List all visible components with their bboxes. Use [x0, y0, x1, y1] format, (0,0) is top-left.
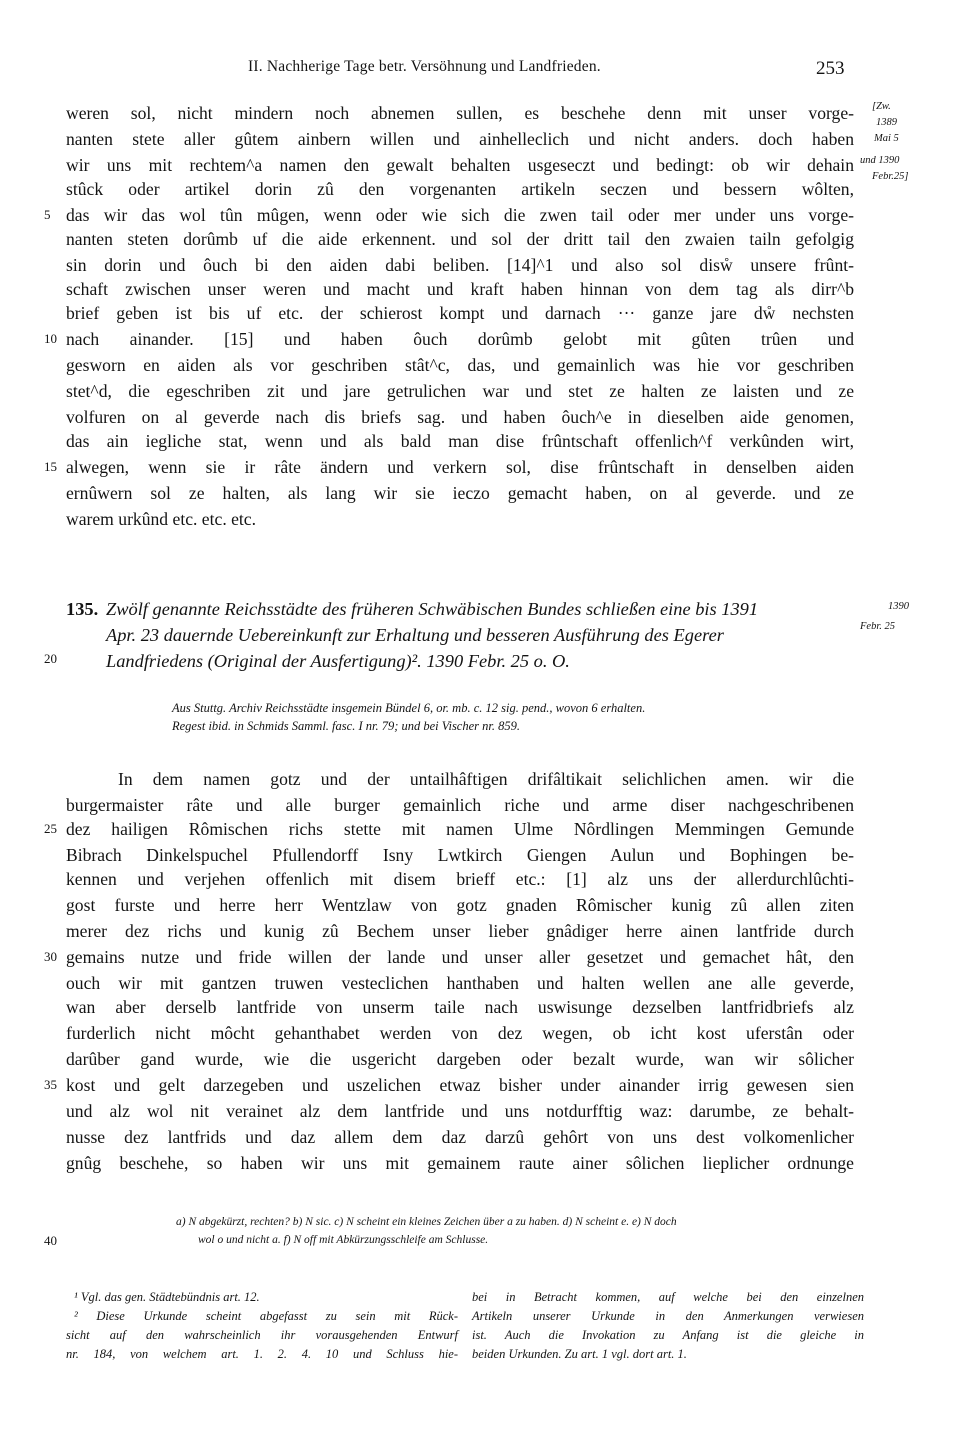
body-line: kost und gelt darzegeben und uszelichen etwaz bisher under ainander irrig gewesen sien: [66, 1075, 854, 1095]
footnote-line: sicht auf den wahrscheinlich ihr vorausgehenden Entwurf: [66, 1328, 458, 1342]
running-head: II. Nachherige Tage betr. Versöhnung und Landfrieden.: [248, 58, 601, 75]
line-number: 35: [44, 1077, 57, 1092]
body-line: stûck oder artikel dorin zû den vorgenanten artikeln seczen und bessern wôlten,: [66, 179, 854, 199]
footnote-line: Artikeln unserer Urkunde in den Anmerkungen verwiesen: [472, 1309, 864, 1323]
source-note: Regest ibid. in Schmids Samml. fasc. I nr. 79; und bei Vischer nr. 859.: [172, 719, 520, 733]
line-number: 25: [44, 821, 57, 836]
document-number: 135.: [66, 599, 99, 619]
source-note: Aus Stuttg. Archiv Reichsstädte insgemein Bündel 6, or. mb. c. 12 sig. pend., wovon 6 erhalten.: [172, 701, 646, 715]
footnotes-left: [66, 1288, 458, 1364]
critical-note: wol o und nicht a. f) N off mit Abkürzungsschleife am Schlusse.: [198, 1234, 489, 1246]
body-line: nusse dez lantfrids und daz allem dem daz darzû gehôrt von uns dest volkomenlicher: [66, 1127, 854, 1147]
body-line: gost furste und herre herr Wentzlaw von gotz gnaden Rômischer kunig zû allen ziten: [66, 895, 854, 915]
line-number: 15: [44, 459, 57, 474]
body-line: nanten steten dorûmb uf die aide erkennent. und sol der dritt tail den zwaien tailn gefolgig: [66, 229, 854, 249]
body-line: und alz wol nit verainet alz dem lantfride und uns notdurfftig waz: darumbe, ze behalt-: [66, 1101, 854, 1121]
body-line: sin dorin und ôuch bi den aiden dabi beliben. [14]^1 und also sol disẘ unsere frûnt-: [66, 255, 854, 275]
footnote-line: ist. Auch die Invokation zu Anfang ist die gleiche in: [472, 1328, 864, 1342]
footnote-line: ² Diese Urkunde scheint abgefasst zu sein mit Rück-: [74, 1309, 458, 1323]
body-line: merer dez richs und kunig zû Bechem unser lieber gnâdiger herre ainen lantfride durch: [66, 921, 854, 941]
body-line: wir uns mit rechtem^a namen den gewalt behalten usgeseczt und bedingt: ob wir dehain: [66, 155, 854, 175]
footnote-line: beiden Urkunden. Zu art. 1 vgl. dort art. 1.: [472, 1347, 687, 1361]
body-line: nach ainander. [15] und haben ôuch dorûmb gelobt mit gûten trûen und: [66, 329, 854, 349]
line-number: 5: [44, 207, 51, 222]
page-number: 253: [816, 58, 845, 79]
margin-note-line: Mai 5: [874, 133, 899, 144]
body-line: Bibrach Dinkelspuchel Pfullendorff Isny Lwtkirch Giengen Aulun und Bophingen be-: [66, 845, 854, 865]
body-line: furderlich nicht môcht gehanthabet werden von dez wegen, ob icht kost uferstân oder: [66, 1023, 854, 1043]
line-number: 10: [44, 331, 57, 346]
body-line: schaft zwischen unser weren und macht und kraft haben hinnan von dem tag als dirr^b: [66, 279, 854, 299]
body-line: gesworn en aiden als vor geschriben stât^c, das, und gemainlich was hie vor geschriben: [66, 355, 854, 375]
footnotes-right: [472, 1288, 864, 1364]
margin-note-line: [Zw.: [872, 101, 891, 112]
margin-note-line: 1390: [888, 601, 909, 612]
footnote-line: nr. 184, von welchem art. 1. 2. 4. 10 und Schluss hie-: [66, 1347, 458, 1361]
document-heading-line: Landfriedens (Original der Ausfertigung)². 1390 Febr. 25 o. O.: [106, 651, 570, 671]
body-line: gemains nutze und fride willen der lande und unser aller gesetzet und gemachet hât, den: [66, 947, 854, 967]
margin-note-line: Febr.25]: [872, 171, 909, 182]
body-line: stet^d, die egeschriben zit und jare getrulichen war und stet ze halten ze laisten und ze: [66, 381, 854, 401]
body-line: warem urkûnd etc. etc. etc.: [66, 509, 257, 529]
body-line: darûber gand wurde, wie die usgericht dargeben oder bezalt wurde, wan wir sôlicher: [66, 1049, 854, 1069]
body-line: ernûwern sol ze halten, als lang wir sie ieczo gemacht haben, on al geverde. und ze: [66, 483, 854, 503]
body-line: volfuren on al geverde nach dis briefs sag. und haben ôuch^e in dieselben aide genomen,: [66, 407, 854, 427]
footnote-line: bei in Betracht kommen, auf welche bei den einzelnen: [472, 1290, 864, 1304]
margin-note-line: 1389: [876, 117, 897, 128]
body-line: wan aber derselb lantfride von unserm taile nach uswisunge dezselben lantfridbriefs alz: [66, 997, 854, 1017]
body-line: gnûg beschehe, so haben wir uns mit gemainem raute ainer sôlichen lieplicher ordnunge: [66, 1153, 854, 1173]
body-line: nanten stete aller gûtem ainbern willen und ainhelleclich und nicht anders. doch haben: [66, 129, 854, 149]
body-line: weren sol, nicht mindern noch abnemen sullen, es beschehe denn mit unser vorge-: [66, 103, 854, 123]
document-heading-line: Apr. 23 dauernde Uebereinkunft zur Erhaltung und besseren Ausführung des Egerer: [106, 625, 724, 645]
body-line: das wir das wol tûn mûgen, wenn oder wie sich die zwen tail oder mer under uns vorge-: [66, 205, 854, 225]
body-line: In dem namen gotz und der untailhâftigen drifâltikait selichlichen amen. wir die: [118, 769, 854, 789]
body-line: burgermaister râte und alle burger gemainlich riche und arme diser nachgeschribenen: [66, 795, 854, 815]
line-number: 40: [44, 1233, 57, 1248]
body-line: dez hailigen Rômischen richs stette mit namen Ulme Nôrdlingen Memmingen Gemunde: [66, 819, 854, 839]
margin-note-line: und 1390: [860, 155, 900, 166]
body-line: ouch wir mit gantzen truwen vesteclichen hanthaben und halten wellen ane alle geverde,: [66, 973, 854, 993]
body-line: kennen und verjehen offenlich mit disem brieff etc.: [1] alz uns der allerdurchlûchti-: [66, 869, 854, 889]
critical-note: a) N abgekürzt, rechten? b) N sic. c) N scheint ein kleines Zeichen über a zu haben. d) N scheint e. e) N doch: [176, 1216, 677, 1228]
document-heading-line: [66, 596, 870, 622]
body-line: das ain iegliche stat, wenn und als bald man dise frûntschaft offenlich^f verkûnden wirt,: [66, 431, 854, 451]
footnote-line: ¹ Vgl. das gen. Städtebündnis art. 12.: [74, 1290, 260, 1304]
body-line: brief geben ist bis uf etc. der schierost kompt und darnach ··· ganze jare dẘ nechsten: [66, 303, 854, 323]
line-number: 20: [44, 651, 57, 666]
document-title-part: Zwölf genannte Reichsstädte des früheren Schwäbischen Bundes schließen eine bis 1391: [106, 599, 759, 619]
margin-note-line: Febr. 25: [860, 621, 895, 632]
line-number: 30: [44, 949, 57, 964]
body-line: alwegen, wenn sie ir râte ändern und verkern sol, dise frûntschaft in denselben aiden: [66, 457, 854, 477]
